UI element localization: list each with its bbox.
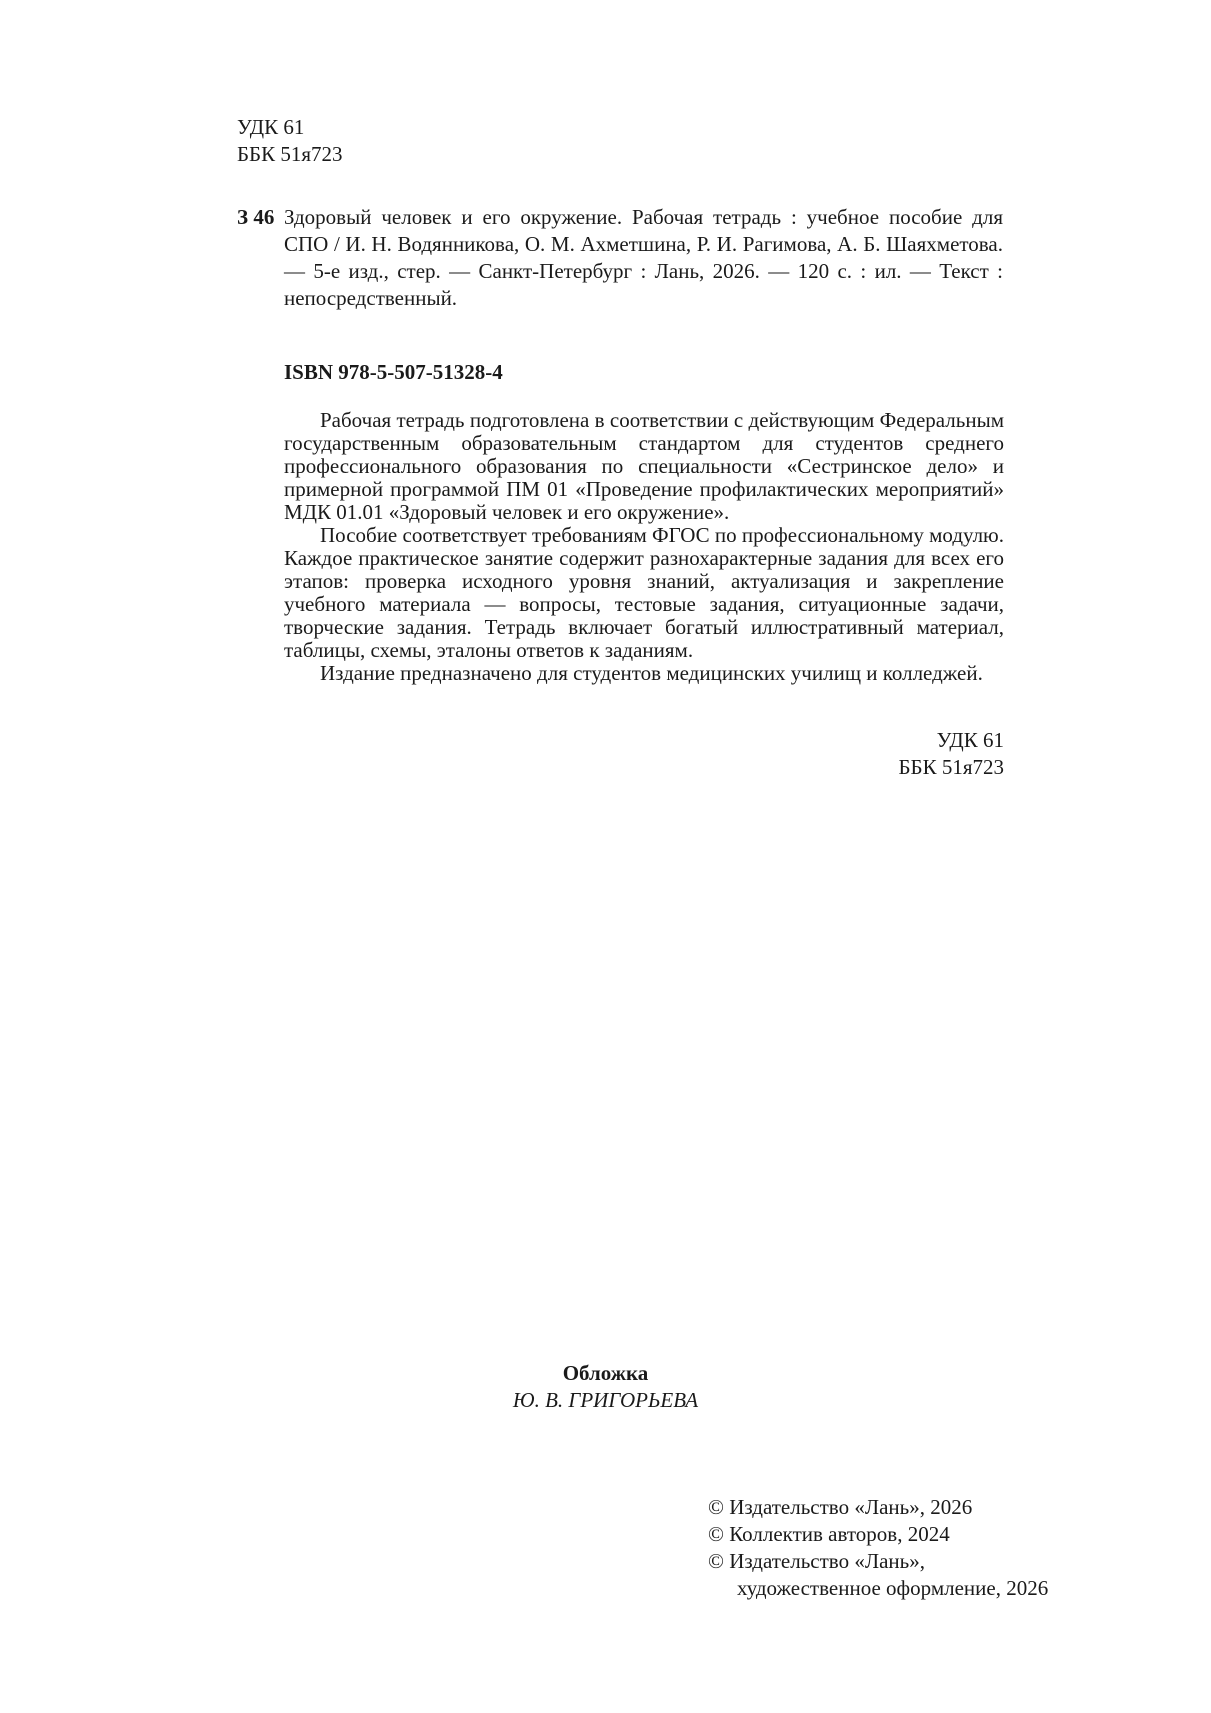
isbn: ISBN 978-5-507-51328-4 [284, 360, 503, 384]
copyright-line-4: художественное оформление, 2026 [737, 1576, 1049, 1600]
bbk-code-bottom: ББК 51я723 [898, 755, 1004, 779]
annotation [284, 409, 1004, 685]
bbk-code: ББК 51я723 [237, 142, 343, 166]
annotation-paragraph-3: Издание предназначено для студентов медицинских училищ и колледжей. [320, 661, 983, 685]
cover-credit [0, 1360, 1211, 1414]
author-mark: З 46 [237, 205, 275, 229]
classification-footer [898, 727, 1004, 781]
copyright-line-3: © Издательство «Лань», [708, 1549, 925, 1573]
cover-label: Обложка [562, 1361, 649, 1385]
copyright-line-2: © Коллектив авторов, 2024 [708, 1522, 950, 1546]
cover-designer: Ю. В. ГРИГОРЬЕВА [512, 1388, 699, 1412]
udk-code: УДК 61 [237, 115, 305, 139]
annotation-paragraph-1: Рабочая тетрадь подготовлена в соответствии с действующим Федеральным государственным образовательным стандартом для студентов среднего профессионального образования по специальности «Сестринское дело» и примерной программой ПМ 01 «Проведение профилактических мероприятий» МДК 01.01 «Здоровый человек и его окружение». [284, 408, 1004, 524]
classification-header [237, 114, 343, 168]
annotation-paragraph-2: Пособие соответствует требованиям ФГОС по профессиональному модулю. Каждое практическое занятие содержит разнохарактерные задания для всех его этапов: проверка исходного уровня знаний, актуализация и закрепление учебного материала — вопросы, тестовые задания, ситуационные задачи, творческие задания. Тетрадь включает богатый иллюстративный материал, таблицы, схемы, эталоны ответов к заданиям. [284, 523, 1004, 662]
copyright-block [708, 1494, 1048, 1602]
udk-code-bottom: УДК 61 [936, 728, 1004, 752]
bibliographic-description: Здоровый человек и его окружение. Рабочая тетрадь : учебное пособие для СПО / И. Н. Водянникова, О. М. Ахметшина, Р. И. Рагимова, А. Б. Шаяхметова. — 5-е изд., стер. — Санкт-Петербург : Лань, 2026. — 120 с. : ил. — Текст : непосредственный. [284, 205, 1003, 310]
bibliographic-record [237, 204, 1003, 312]
copyright-line-1: © Издательство «Лань», 2026 [708, 1495, 973, 1519]
